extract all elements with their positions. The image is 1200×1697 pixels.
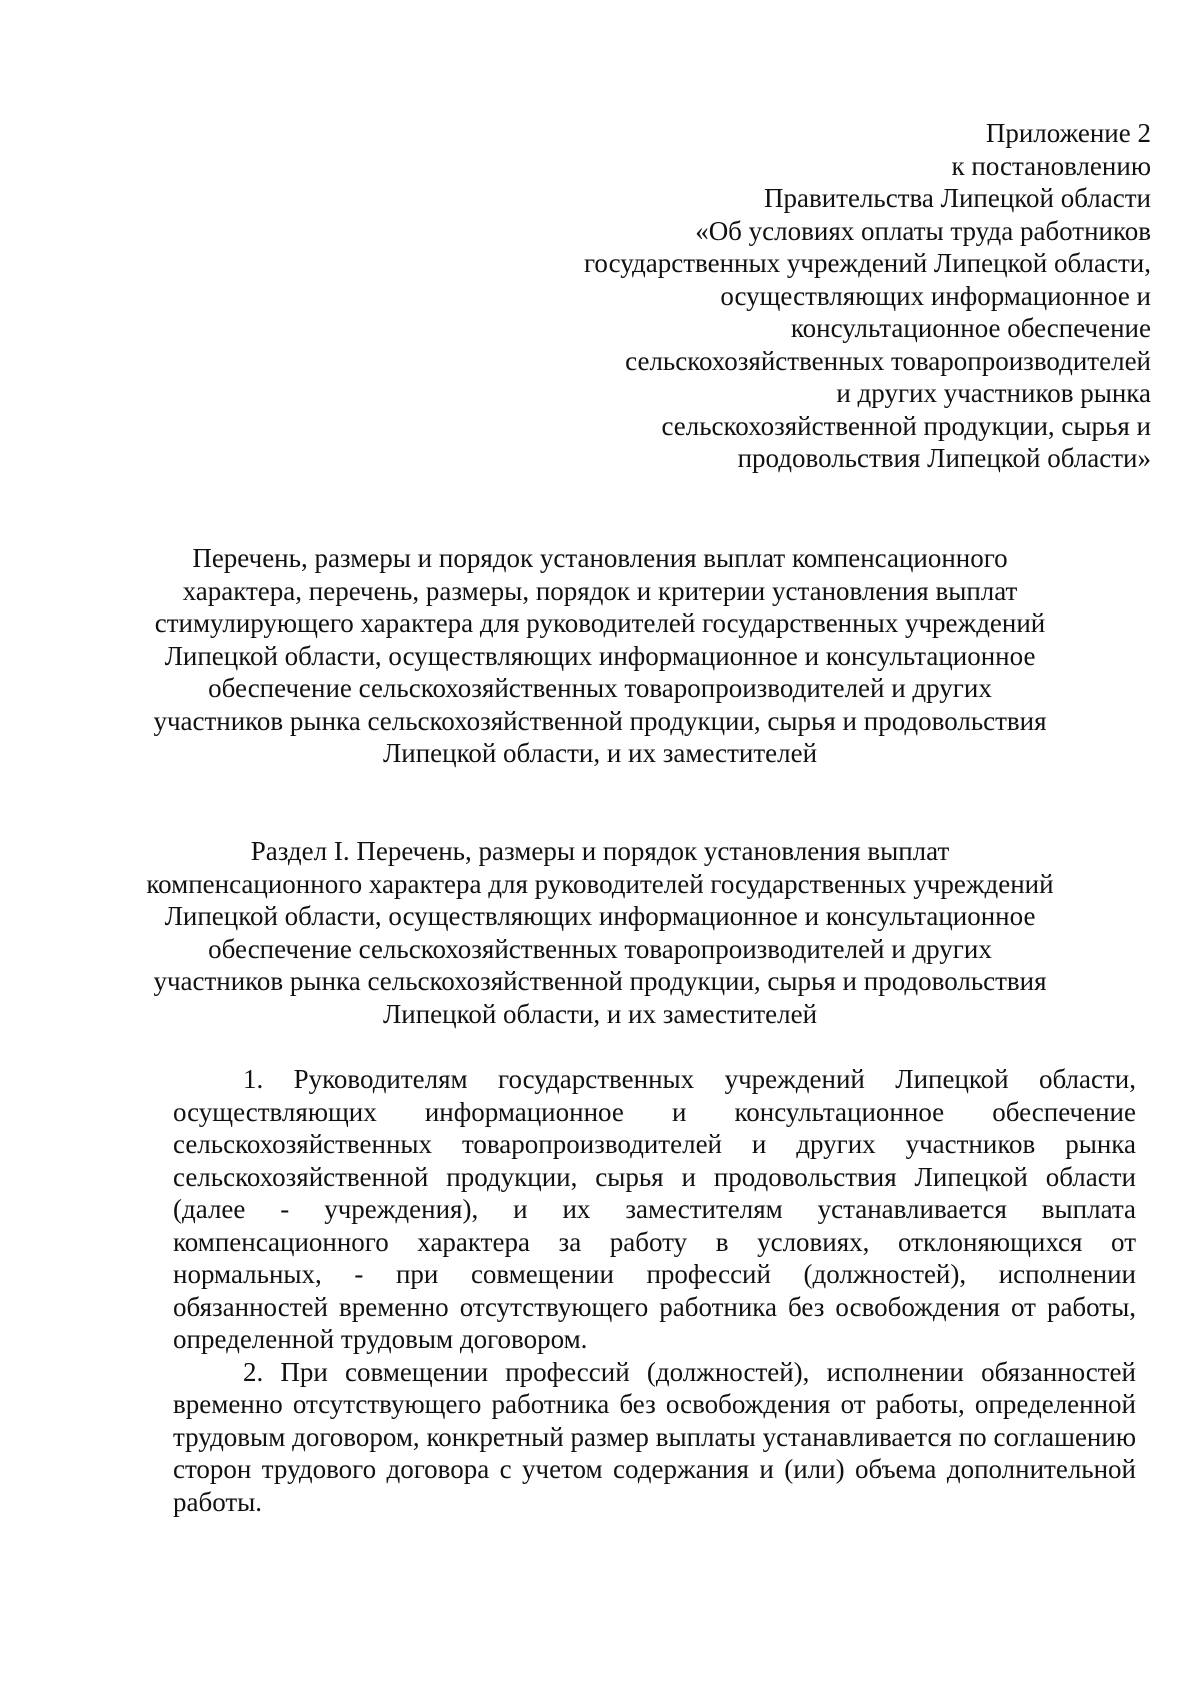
section-heading [130, 835, 1070, 1030]
appendix-header-line: осуществляющих информационное и [720, 280, 1151, 311]
document-title-line: участников рынка сельскохозяйственной продукции, сырья и продовольствия [153, 705, 1047, 736]
section-heading-line: обеспечение сельскохозяйственных товаропроизводителей и других [208, 933, 992, 964]
document-title-line: Липецкой области, осуществляющих информационное и консультационное [164, 640, 1036, 671]
paragraph-1: 1. Руководителям государственных учреждений Липецкой области, осуществляющих информационное и консультационное обеспечение сельскохозяйственных товаропроизводителей и других участников рынка сельскохозяйственной продукции, сырья и продовольствия Липецкой области (далее - учреждения), и их заместителям устанавливается выплата компенсационного характера за работу в условиях, отклоняющихся от нормальных, - при совмещении профессий (должностей), исполнении обязанностей временно отсутствующего работника без освобождения от работы, определенной трудовым договором. [173, 1064, 1136, 1354]
body-text [173, 1063, 1136, 1518]
document-title-line: обеспечение сельскохозяйственных товаропроизводителей и других [208, 673, 992, 703]
document-title-line: стимулирующего характера для руководителей государственных учреждений [154, 608, 1046, 638]
appendix-header-line: сельскохозяйственной продукции, сырья и [661, 410, 1151, 441]
section-heading-line: компенсационного характера для руководителей государственных учреждений [146, 868, 1054, 899]
section-heading-line: Раздел I. Перечень, размеры и порядок установления выплат [250, 836, 950, 866]
appendix-header-line: продовольствия Липецкой области» [737, 443, 1151, 473]
appendix-header-line: Правительства Липецкой области [763, 183, 1151, 213]
section-heading-line: Липецкой области, и их заместителей [382, 998, 818, 1029]
paragraph-2: 2. При совмещении профессий (должностей), исполнении обязанностей временно отсутствующего работника без освобождения от работы, определенной трудовым договором, конкретный размер выплаты устанавливается по соглашению сторон трудового договора с учетом содержания и (или) объема дополнительной работы. [173, 1356, 1136, 1517]
appendix-header-line: консультационное обеспечение [790, 313, 1151, 343]
section-heading-line: участников рынка сельскохозяйственной продукции, сырья и продовольствия [153, 966, 1047, 996]
appendix-header-line: «Об условиях оплаты труда работников [695, 215, 1151, 246]
appendix-header-line: к постановлению [951, 150, 1151, 181]
appendix-header [451, 117, 1151, 475]
document-title-line: Липецкой области, и их заместителей [382, 738, 818, 768]
appendix-header-line: государственных учреждений Липецкой области, [584, 248, 1151, 278]
document-title-line: характера, перечень, размеры, порядок и критерии установления выплат [182, 575, 1018, 606]
document-title [130, 542, 1070, 770]
document-title-line: Перечень, размеры и порядок установления выплат компенсационного [192, 543, 1008, 573]
section-heading-line: Липецкой области, осуществляющих информационное и консультационное [164, 901, 1036, 931]
appendix-header-line: Приложение 2 [985, 118, 1151, 148]
appendix-header-line: сельскохозяйственных товаропроизводителей [625, 345, 1151, 376]
appendix-header-line: и других участников рынка [836, 378, 1151, 408]
